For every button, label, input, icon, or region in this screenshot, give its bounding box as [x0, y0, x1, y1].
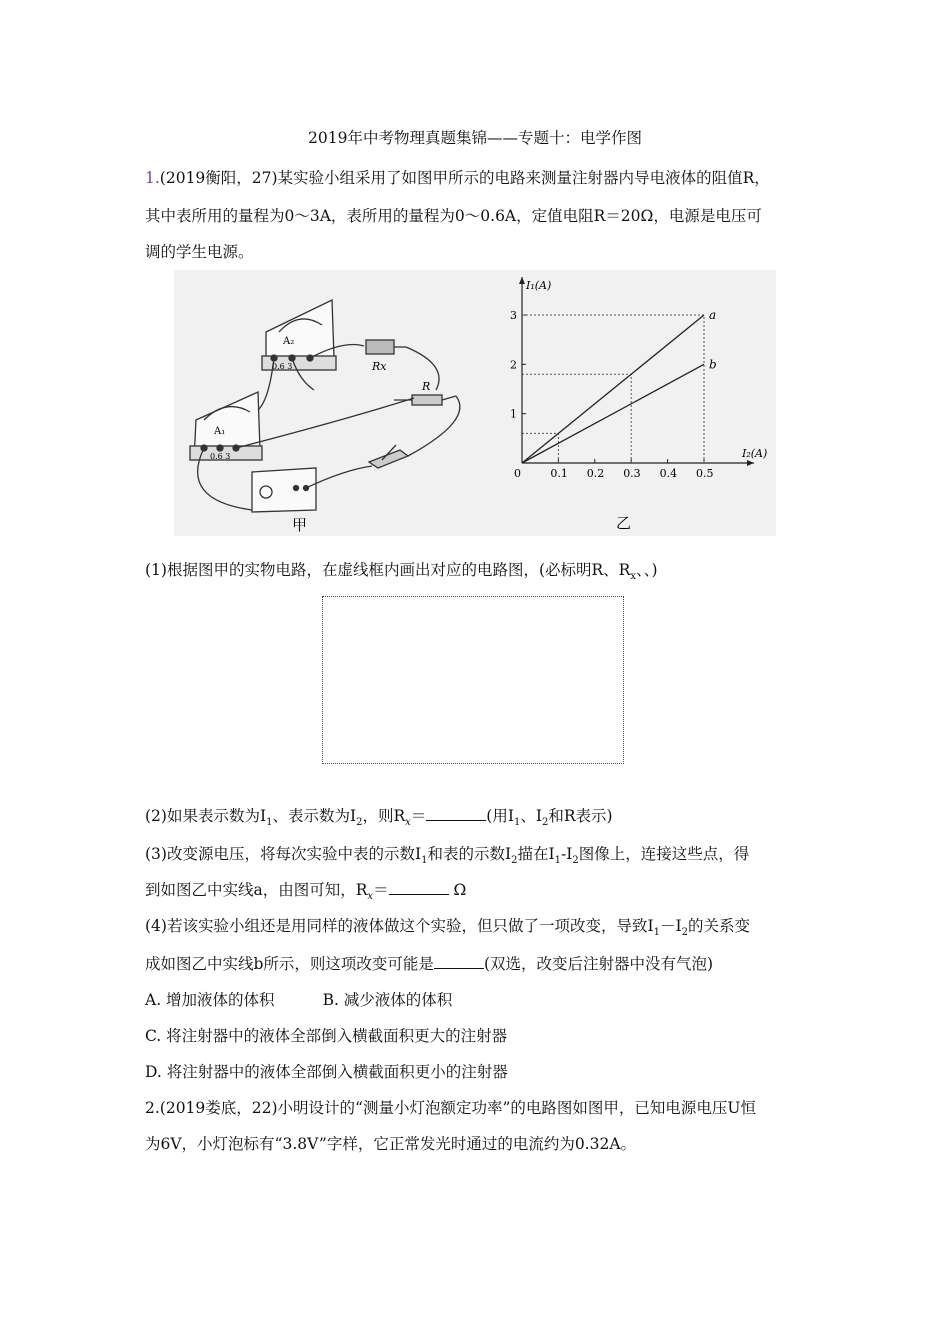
meter-a2-terminals: 0.6 3: [272, 362, 293, 371]
q2-line2: 为6V，小灯泡标有“3.8V”字样，它正常发光时通过的电流约为0.32A。: [145, 1135, 637, 1153]
q2-line1: 2.(2019娄底，22)小明设计的“测量小灯泡额定功率”的电路图如图甲，已知电源电压U恒: [145, 1099, 756, 1117]
x-tick-label: 0.1: [550, 467, 568, 480]
q1-part2: (2)如果表示数为$I_1$、表示数为$I_2$，则$R_x=$ (用$I_1$、$I_2$和R表示): [145, 807, 613, 829]
blank-rx-value[interactable]: [389, 880, 449, 895]
y-axis-label: I₁(A): [526, 279, 552, 292]
q1-line2: 其中表所用的量程为0～3A，表所用的量程为0～0.6A，定值电阻R＝20Ω，电源是电压可: [145, 207, 762, 225]
q1-number: 1.: [145, 169, 160, 187]
circuit-and-graph: [174, 270, 776, 536]
y-tick-label: 3: [510, 309, 517, 322]
q1-line1: 1.(2019衡阳，27)某实验小组采用了如图甲所示的电路来测量注射器内导电液体的阻值R，: [145, 169, 770, 187]
option-b[interactable]: B. 减少液体的体积: [322, 991, 453, 1009]
blank-rx-formula[interactable]: [426, 806, 486, 821]
page-title: 2019年中考物理真题集锦——专题十：电学作图: [308, 129, 642, 147]
y-tick-label: 1: [510, 407, 517, 421]
q1-figure: [174, 270, 776, 536]
label-yi: 乙: [616, 514, 632, 532]
x-tick-label: 0: [514, 467, 521, 480]
rx-label: Rx: [372, 360, 387, 373]
meter-a1-terminals: 0.6 3: [210, 452, 231, 461]
meter-a1-label: A₁: [214, 426, 226, 437]
option-d[interactable]: D. 将注射器中的液体全部倒入横截面积更小的注射器: [145, 1063, 508, 1081]
y-tick-label: 2: [510, 358, 517, 372]
meter-a2-label: A₂: [283, 336, 295, 347]
series-line-b: [522, 364, 704, 463]
resistor-r: [412, 395, 442, 405]
x-tick-label: 0.3: [623, 467, 641, 480]
rx-syringe: [366, 340, 394, 354]
physical-circuit: [190, 300, 460, 512]
series-label-a: a: [709, 308, 717, 322]
q1-line3: 调的学生电源。: [145, 243, 254, 261]
x-tick-label: 0.2: [586, 467, 605, 480]
option-a[interactable]: A. 增加液体的体积: [145, 991, 275, 1009]
y-axis-arrow: [519, 277, 525, 284]
x-tick-label: 0.5: [696, 467, 714, 480]
r-label: R: [422, 380, 431, 393]
label-jia: 甲: [292, 516, 308, 534]
x-axis-arrow: [747, 460, 754, 466]
x-tick-label: 0.4: [659, 467, 678, 480]
option-c[interactable]: C. 将注射器中的液体全部倒入横截面积更大的注射器: [145, 1027, 508, 1045]
q1-options-ab: [145, 988, 452, 1010]
series-label-b: b: [709, 357, 717, 372]
x-axis-label: I₂(A): [742, 447, 768, 460]
answer-box[interactable]: [322, 596, 624, 764]
blank-change[interactable]: [434, 954, 484, 969]
series-line-a: [522, 315, 704, 463]
q1-part1: (1)根据图甲的实物电路，在虚线框内画出对应的电路图，(必标明R、$R_x$、、): [145, 561, 658, 583]
q1-part3-line1: (3)改变源电压，将每次实验中表的示数$I_1$和表的示数$I_2$描在$I_1-I_2$图像上，连接这些点，得: [145, 845, 750, 867]
graph-yi: [510, 277, 767, 480]
q1-part3-line2: 到如图乙中实线a，由图可知，$R_x= \Omega$: [145, 881, 467, 903]
q1-part4-line2: 成如图乙中实线b所示，则这项改变可能是 (双选，改变后注射器中没有气泡): [145, 955, 714, 973]
q1-part4-line1: (4)若该实验小组还是用同样的液体做这个实验，但只做了一项改变，导致$I_1-I_2$的关系变: [145, 917, 750, 939]
